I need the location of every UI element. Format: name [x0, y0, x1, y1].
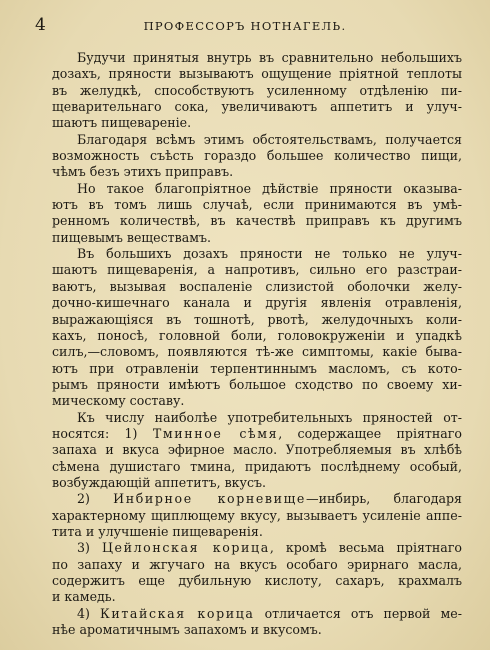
text-line [52, 573, 462, 589]
running-head: ПРОФЕССОРЪ НОТНАГЕЛЬ. [143, 19, 347, 33]
spaced-term: Тминное сѣмя [152, 425, 279, 441]
text-run: возможность съѣсть гораздо большее количество пищи, [52, 148, 462, 164]
text-line [52, 475, 462, 491]
text-line [52, 622, 462, 638]
text-run: содержитъ еще дубильную кислоту, сахаръ, крахмалъ [52, 573, 462, 588]
text-line [52, 589, 462, 605]
text-run: мическому составу. [52, 393, 185, 409]
text-run: Благодаря всѣмъ этимъ обстоятельствамъ, получается [77, 131, 462, 147]
text-line [52, 213, 462, 229]
text-run: ютъ при отравленіи терпентиннымъ масломъ, съ кото- [52, 360, 462, 376]
text-run: 4) [77, 605, 100, 621]
text-run: дочно-кишечнаго канала и другія явленія отравленія, [52, 295, 462, 311]
text-run: 3) [77, 540, 102, 556]
text-line [52, 115, 462, 131]
text-run: ваютъ, вызывая воспаленіе слизистой оболочки желу- [52, 278, 462, 294]
text-line [52, 132, 462, 148]
text-line [52, 148, 462, 164]
text-line [52, 246, 462, 262]
text-line [52, 262, 462, 278]
text-run: , кромѣ весьма пріятнаго [269, 540, 462, 556]
spaced-term: Цейлонская корица [101, 540, 270, 556]
text-line [52, 312, 462, 328]
text-run: въ желудкѣ, способствуютъ усиленному отдѣленію пи- [52, 82, 462, 98]
text-run: ренномъ количествѣ, въ качествѣ приправъ къ другимъ [52, 213, 462, 229]
text-line [52, 99, 462, 115]
text-line [52, 410, 462, 426]
text-run: Въ большихъ дозахъ пряности не только не улуч- [77, 246, 462, 262]
text-run: Будучи принятыя внутрь въ сравнительно небольшихъ [77, 50, 462, 65]
text-run: характерному щиплющему вкусу, вызываетъ усиленіе аппе- [52, 507, 462, 523]
text-line [52, 540, 462, 556]
page-body-text [52, 50, 462, 638]
text-line [52, 606, 462, 622]
text-line [52, 328, 462, 344]
text-line [52, 377, 462, 393]
text-line [52, 279, 462, 295]
text-run: щеварительнаго сока, увеличиваютъ аппетитъ и улуч- [52, 99, 462, 115]
text-line [52, 426, 462, 442]
text-line [52, 50, 462, 66]
text-run: чѣмъ безъ этихъ приправъ. [52, 164, 234, 180]
text-line [52, 557, 462, 573]
text-run: Къ числу наиболѣе употребительныхъ пряностей от- [77, 409, 462, 425]
text-line [52, 344, 462, 360]
text-line [52, 508, 462, 524]
text-run: выражающіяся въ тошнотѣ, рвотѣ, желудочныхъ коли- [52, 311, 462, 327]
text-line [52, 164, 462, 180]
text-run: шаютъ пищевареніе. [52, 115, 192, 131]
text-line [52, 181, 462, 197]
text-run: нѣе ароматичнымъ запахомъ и вкусомъ. [52, 622, 322, 638]
text-run: сѣмена душистаго тмина, придаютъ послѣднему особый, [52, 458, 462, 474]
text-run: кахъ, поносѣ, головной боли, головокруженіи и упадкѣ [52, 327, 462, 343]
text-run: рымъ пряности имѣютъ большое сходство по своему хи- [52, 376, 462, 392]
text-run: и камедь. [52, 589, 116, 605]
text-run: Но такое благопріятное дѣйствіе пряности оказыва- [77, 180, 462, 196]
text-run: носятся: 1) [52, 425, 153, 441]
text-run: шаютъ пищеваренія, а напротивъ, сильно его разстраи- [52, 262, 462, 278]
text-line [52, 524, 462, 540]
text-line [52, 459, 462, 475]
page-header [0, 15, 490, 37]
text-line [52, 361, 462, 377]
text-line [52, 230, 462, 246]
text-run: по запаху и жгучаго на вкусъ особаго эрирнаго масла, [52, 556, 462, 572]
text-run: пищевымъ веществамъ. [52, 229, 212, 245]
text-line [52, 197, 462, 213]
text-run: дозахъ, пряности вызываютъ ощущение пріятной теплоты [52, 66, 462, 82]
text-line [52, 83, 462, 99]
text-run: —инбирь, благодаря [305, 491, 462, 507]
page-number: 4 [35, 15, 46, 35]
text-run: , содержащее пріятнаго [278, 425, 462, 441]
text-line [52, 295, 462, 311]
text-run: запаха и вкуса эфирное масло. Употребляемыя въ хлѣбѣ [52, 442, 462, 458]
text-line [52, 393, 462, 409]
text-run: 2) [77, 491, 114, 507]
text-run: ютъ въ томъ лишь случаѣ, если принимаются въ умѣ- [52, 197, 462, 213]
text-line [52, 442, 462, 458]
text-run: отличается отъ первой ме- [254, 605, 462, 621]
spaced-term: Китайская корица [99, 605, 255, 621]
text-run: силъ,—словомъ, появляются тѣ-же симптомы, какіе быва- [52, 344, 462, 360]
text-run: тита и улучшеніе пищеваренія. [52, 523, 263, 539]
text-run: возбуждающій аппетитъ, вкусъ. [52, 474, 267, 490]
spaced-term: Инбирное корневище [113, 491, 306, 507]
text-line [52, 491, 462, 507]
text-line [52, 66, 462, 82]
